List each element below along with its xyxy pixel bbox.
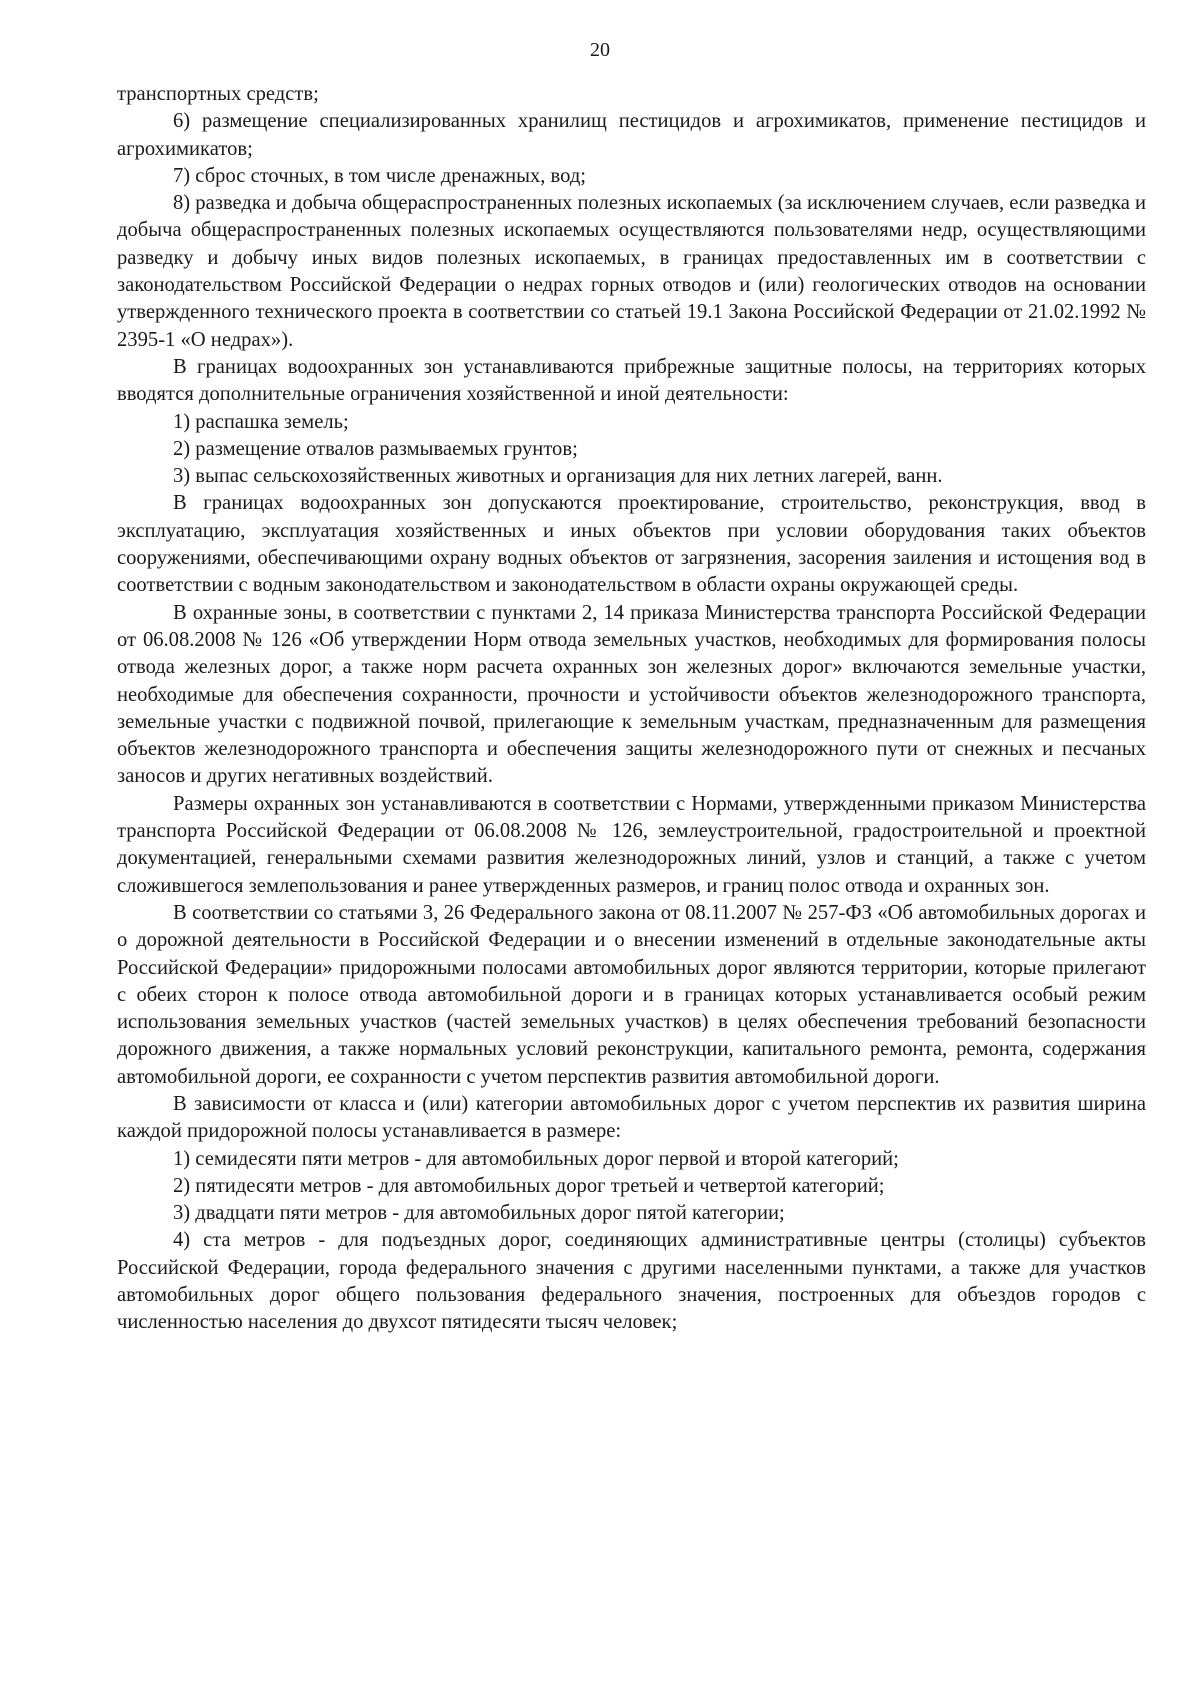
paragraph: 3) выпас сельскохозяйственных животных и организация для них летних лагерей, ванн.: [173, 465, 943, 488]
page-number: 20: [590, 39, 610, 61]
paragraph: 1) распашка земель;: [173, 410, 349, 433]
paragraph: В границах водоохранных зон устанавливаются прибрежные защитные полосы, на территориях которых вводятся дополнительные ограничения хозяйственной и иной деятельности:: [117, 355, 1146, 406]
paragraph: 2) пятидесяти метров - для автомобильных дорог третьей и четвертой категорий;: [173, 1174, 885, 1197]
paragraph: В соответствии со статьями 3, 26 Федерального закона от 08.11.2007 № 257-ФЗ «Об автомобильных дорогах и о дорожной деятельности в Российской Федерации и о внесении изменений в отдельные законодательные акты Российской Федерации» придорожными полосами автомобильных дорог являются территории, которые прилегают с обеих сторон к полосе отвода автомобильной дороги и в границах которых устанавливается особый режим использования земельных участков (частей земельных участков) в целях обеспечения требований безопасности дорожного движения, а также нормальных условий реконструкции, капитального ремонта, ремонта, содержания автомобильной дороги, ее сохранности с учетом перспектив развития автомобильной дороги.: [117, 901, 1146, 1088]
paragraph: 6) размещение специализированных хранилищ пестицидов и агрохимикатов, применение пестицидов и агрохимикатов;: [117, 110, 1146, 160]
paragraph: В зависимости от класса и (или) категории автомобильных дорог с учетом перспектив их развития ширина каждой придорожной полосы устанавливается в размере:: [117, 1092, 1146, 1143]
body-text: [117, 81, 1146, 1337]
paragraph: 8) разведка и добыча общераспространенных полезных ископаемых (за исключением случаев, если разведка и добыча общераспространенных полезных ископаемых осуществляются пользователями недр, осуществляющими разведку и добычу иных видов полезных ископаемых, в границах предоставленных им в соответствии с законодательством Российской Федерации о недрах горных отводов и (или) геологических отводов на основании утвержденного технического проекта в соответствии со статьей 19.1 Закона Российской Федерации от 21.02.1992 № 2395-1 «О недрах»).: [117, 192, 1147, 351]
paragraph: 3) двадцати пяти метров - для автомобильных дорог пятой категории;: [173, 1202, 785, 1225]
paragraph: 7) сброс сточных, в том числе дренажных, вод;: [173, 164, 587, 187]
paragraph: В охранные зоны, в соответствии с пунктами 2, 14 приказа Министерства транспорта Российской Федерации от 06.08.2008 № 126 «Об утверждении Норм отвода земельных участков, необходимых для формирования полосы отвода железных дорог, а также норм расчета охранных зон железных дорог» включаются земельные участки, необходимые для обеспечения сохранности, прочности и устойчивости объектов железнодорожного транспорта, земельные участки с подвижной почвой, прилегающие к земельным участкам, предназначенным для размещения объектов железнодорожного транспорта и обеспечения защиты железнодорожного пути от снежных и песчаных заносов и других негативных воздействий.: [117, 601, 1146, 788]
paragraph: транспортных средств;: [117, 83, 319, 105]
paragraph: 1) семидесяти пяти метров - для автомобильных дорог первой и второй категорий;: [173, 1147, 899, 1170]
paragraph: 2) размещение отвалов размываемых грунтов;: [173, 437, 578, 460]
paragraph: Размеры охранных зон устанавливаются в соответствии с Нормами, утвержденными приказом Министерства транспорта Российской Федерации от 06.08.2008 № 126, землеустроительной, градостроительной и проектной документацией, генеральными схемами развития железнодорожных линий, узлов и станций, а также с учетом сложившегося землепользования и ранее утвержденных размеров, и границ полос отвода и охранных зон.: [117, 792, 1146, 897]
paragraph: 4) ста метров - для подъездных дорог, соединяющих административные центры (столицы) субъектов Российской Федерации, города федерального значения с другими населенными пунктами, а также для участков автомобильных дорог общего пользования федерального значения, построенных для объездов городов с численностью населения до двухсот пятидесяти тысяч человек;: [117, 1229, 1146, 1334]
paragraph: В границах водоохранных зон допускаются проектирование, строительство, реконструкция, ввод в эксплуатацию, эксплуатация хозяйственных и иных объектов при условии оборудования таких объектов сооружениями, обеспечивающими охрану водных объектов от загрязнения, засорения заиления и истощения вод в соответствии с водным законодательством и законодательством в области охраны окружающей среды.: [117, 492, 1146, 597]
